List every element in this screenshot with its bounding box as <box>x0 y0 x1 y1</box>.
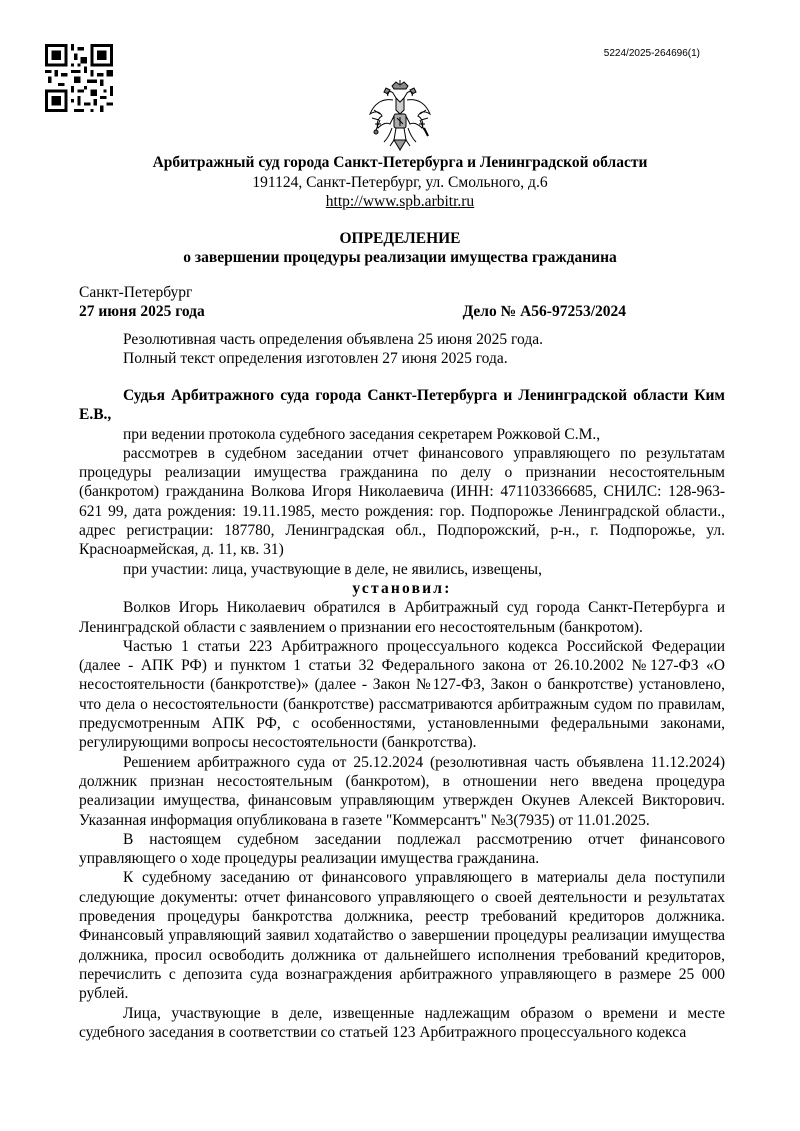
paragraph-2: Частью 1 статьи 223 Арбитражного процессуального кодекса Российской Федерации (далее - АПК РФ) и пунктом 1 статьи 32 Федерального закона от 26.10.2002 №127-ФЗ «О несостоятельности (банкротстве)» (далее - Закон №127-ФЗ, Закон о банкротстве) установлено, что дела о несостоятельности (банкротстве) рассматриваются арбитражным судом по правилам, предусмотренным АПК РФ, с особенностями, установленными федеральными законами, регулирующими вопросы несостоятельности (банкротства). <box>79 637 725 752</box>
case-code: 5224/2025-264696(1) <box>603 48 700 59</box>
document-subtitle: о завершении процедуры реализации имущества гражданина <box>183 249 617 266</box>
paragraph-1: Волков Игорь Николаевич обратился в Арбитражный суд города Санкт-Петербурга и Ленинградской области с заявлением о признании его несостоятельным (банкротом). <box>79 599 725 636</box>
court-address: 191124, Санкт-Петербург, ул. Смольного, д.6 <box>252 174 548 191</box>
full-text-made: Полный текст определения изготовлен 27 июня 2025 года. <box>123 350 508 367</box>
city: Санкт-Петербург <box>79 284 193 301</box>
considered-paragraph: рассмотрев в судебном заседании отчет финансового управляющего по результатам процедуры реализации имущества гражданина по делу о признании несостоятельным (банкротом) гражданина Волкова Игоря Николаевича (ИНН: 471103366685, СНИЛС: 128-963-621 99, дата рождения: 19.11.1985, место рождения: гор. Подпорожье Ленинградской области., адрес регистрации: 187780, Ленинградская обл., Подпорожский, р-н., г. Подпорожье, ул. Красноармейская, д. 11, кв. 31) <box>79 444 725 559</box>
paragraph-5: К судебному заседанию от финансового управляющего в материалы дела поступили следующие документы: отчет финансового управляющего о своей деятельности и результатах проведения процедуры банкротства должника, реестр требований кредиторов должника. Финансовый управляющий заявил ходатайство о завершении процедуры реализации имущества должника, просил освободить должника от дальнейшего исполнения требований кредиторов, перечислить с депозита суда вознаграждения арбитражного управляющего в размере 25 000 рублей. <box>79 869 725 1003</box>
operative-part-announced: Резолютивная часть определения объявлена 25 июня 2025 года. <box>123 331 543 348</box>
court-name: Арбитражный суд города Санкт-Петербурга и Ленинградской области <box>152 154 648 171</box>
paragraph-4: В настоящем судебном заседании подлежал рассмотрению отчет финансового управляющего о ходе процедуры реализации имущества гражданина. <box>79 830 725 868</box>
qr-code-icon <box>45 44 113 112</box>
document-date: 27 июня 2025 года <box>79 303 205 320</box>
court-website-link[interactable]: http://www.spb.arbitr.ru <box>325 193 475 210</box>
document-body <box>79 386 725 1042</box>
established-heading: установил: <box>352 579 452 597</box>
paragraph-6: Лица, участвующие в деле, извещенные надлежащим образом о времени и месте судебного заседания в соответствии со статьей 123 Арбитражного процессуального кодекса <box>79 1004 725 1041</box>
judge-line: Судья Арбитражного суда города Санкт-Петербурга и Ленинградской области Ким Е.В., <box>79 387 725 424</box>
document-title: ОПРЕДЕЛЕНИЕ <box>339 230 461 247</box>
case-number: Дело № А56-97253/2024 <box>462 303 626 320</box>
paragraph-3: Решением арбитражного суда от 25.12.2024 (резолютивная часть объявлена 11.12.2024) должник признан несостоятельным (банкротом), в отношении него введена процедура реализации имущества, финансовым управляющим утвержден Окунев Алексей Викторович. Указанная информация опубликована в газете "Коммерсантъ" №3(7935) от 11.01.2025. <box>79 753 725 829</box>
russian-coat-of-arms-icon <box>366 80 434 152</box>
secretary-line: при ведении протокола судебного заседания секретарем Рожковой С.М., <box>123 425 601 443</box>
participation-line: при участии: лица, участвующие в деле, не явились, извещены, <box>123 560 542 578</box>
